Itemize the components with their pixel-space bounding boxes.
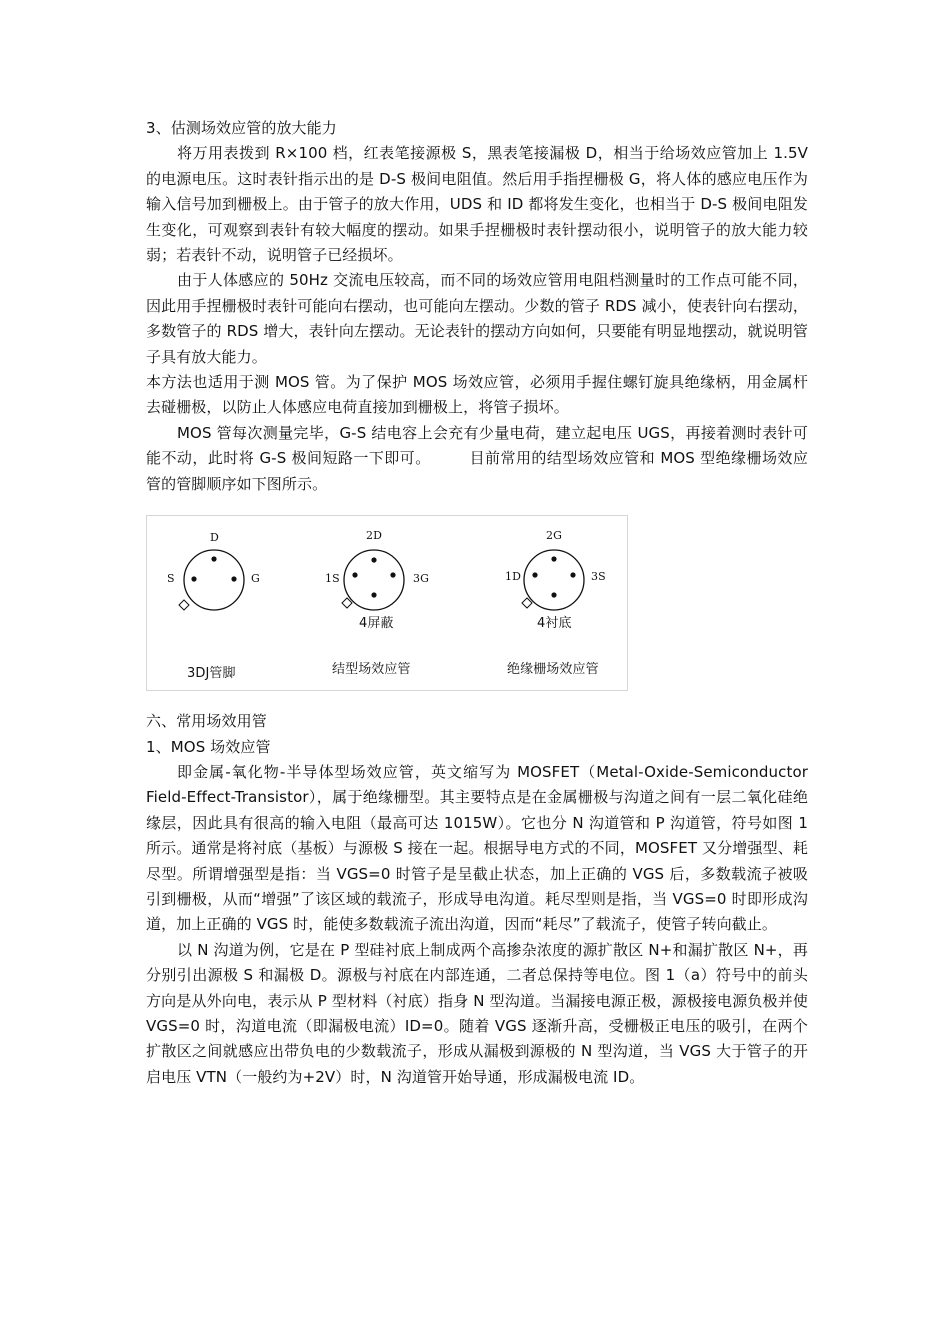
pin-label-top: 2G [546, 529, 562, 543]
document-page [146, 116, 808, 1090]
diagram-caption: 3DJ管脚 [187, 666, 236, 682]
pin-label-bottom: 4衬底 [537, 616, 572, 632]
pin-label-right: 3G [413, 572, 429, 586]
section-6-paragraph-2: 以 N 沟道为例，它是在 P 型硅衬底上制成两个高掺杂浓度的源扩散区 N+和漏扩散区 N+，再分别引出源极 S 和漏极 D。源极与衬底在内部连通，二者总保持等电位。图 1（a）符号中的前头方向是从外向电，表示从 P 型材料（衬底）指身 N 型沟道。当漏接电源正极，源极接电源负极并使 VGS=0 时，沟道电流（即漏极电流）ID=0。随着 VGS 逐渐升高，受栅极正电压的吸引，在两个扩散区之间就感应出带负电的少数载流子，形成从漏极到源极的 N 型沟道，当 VGS 大于管子的开启电压 VTN（一般约为+2V）时，N 沟道管开始导通，形成漏极电流 ID。 [146, 940, 808, 1086]
pin-label-right: 3S [591, 570, 606, 584]
pinout-mosfet [522, 550, 584, 610]
diagram-caption: 绝缘栅场效应管 [507, 662, 599, 678]
pin-dot-left [532, 572, 537, 577]
section-6-heading: 六、常用场效用管 [146, 712, 267, 731]
pin-label-top: D [210, 531, 219, 545]
key-tab [179, 600, 189, 610]
pin-label-left: S [167, 572, 175, 586]
pin-dot-right [570, 572, 575, 577]
section-3-paragraph-4: MOS 管每次测量完毕，G-S 结电容上会充有少量电荷，建立起电压 UGS，再接着测时表针可能不动，此时将 G-S 极间短路一下即可。 目前常用的结型场效应管和 MOS 型绝缘栅场效应管的管脚顺序如下图所示。 [146, 423, 808, 493]
pinout-jfet [342, 550, 404, 610]
pin-dot-left [191, 576, 196, 581]
pinout-figure [146, 515, 628, 691]
pinout-3dj [179, 550, 244, 610]
pin-dot-left [352, 572, 357, 577]
pin-dot-top [371, 557, 376, 562]
pin-dot-bottom [371, 592, 376, 597]
pin-label-left: 1S [325, 572, 340, 586]
diagram-caption: 结型场效应管 [332, 662, 411, 678]
pin-label-bottom: 4屏蔽 [359, 616, 394, 632]
section-3-paragraph-1: 将万用表拨到 R×100 档，红表笔接源极 S，黑表笔接漏极 D，相当于给场效应管加上 1.5V 的电源电压。这时表针指示出的是 D-S 极间电阻值。然后用手指捏栅极 G，将人体的感应电压作为输入信号加到栅极上。由于管子的放大作用，UDS 和 ID 都将发生变化，也相当于 D-S 极间电阻发生变化，可观察到表针有较大幅度的摆动。如果手捏栅极时表针摆动很小，说明管子的放大能力较弱；若表针不动，说明管子已经损坏。 [146, 144, 808, 265]
section-6-paragraph-1: 即金属-氧化物-半导体型场效应管，英文缩写为 MOSFET（Metal-Oxide-Semiconductor Field-Effect-Transistor），属于绝缘栅型。其主要特点是在金属栅极与沟道之间有一层二氧化硅绝缘层，因此具有很高的输入电阻（最高可达 1015W）。它也分 N 沟道管和 P 沟道管，符号如图 1 所示。通常是将衬底（基板）与源极 S 接在一起。根据导电方式的不同，MOSFET 又分增强型、耗尽型。所谓增强型是指：当 VGS=0 时管子是呈截止状态，加上正确的 VGS 后，多数载流子被吸引到栅极，从而“增强”了该区域的载流子，形成导电沟道。耗尽型则是指，当 VGS=0 时即形成沟道，加上正确的 VGS 时，能使多数载流子流出沟道，因而“耗尽”了载流子，使管子转向截止。 [146, 762, 808, 934]
pin-dot-top [211, 556, 216, 561]
pin-label-left: 1D [505, 570, 522, 584]
section-3-paragraph-3: 本方法也适用于测 MOS 管。为了保护 MOS 场效应管，必须用手握住螺钉旋具绝缘柄，用金属杆去碰栅极，以防止人体感应电荷直接加到栅极上，将管子损坏。 [146, 373, 808, 417]
pin-dot-right [231, 576, 236, 581]
pin-dot-top [551, 556, 556, 561]
pin-dot-right [390, 572, 395, 577]
pin-label-top: 2D [366, 529, 383, 543]
section-3-heading: 3、估测场效应管的放大能力 [146, 119, 337, 137]
section-6-sub-heading: 1、MOS 场效应管 [146, 737, 271, 756]
pin-dot-bottom [551, 592, 556, 597]
pin-label-right: G [251, 572, 260, 586]
section-3-paragraph-2: 由于人体感应的 50Hz 交流电压较高，而不同的场效应管用电阻档测量时的工作点可能不同，因此用手捏栅极时表针可能向右摆动，也可能向左摆动。少数的管子 RDS 减小，使表针向右摆动，多数管子的 RDS 增大，表针向左摆动。无论表针的摆动方向如何，只要能有明显地摆动，就说明管子具有放大能力。 [146, 271, 808, 366]
